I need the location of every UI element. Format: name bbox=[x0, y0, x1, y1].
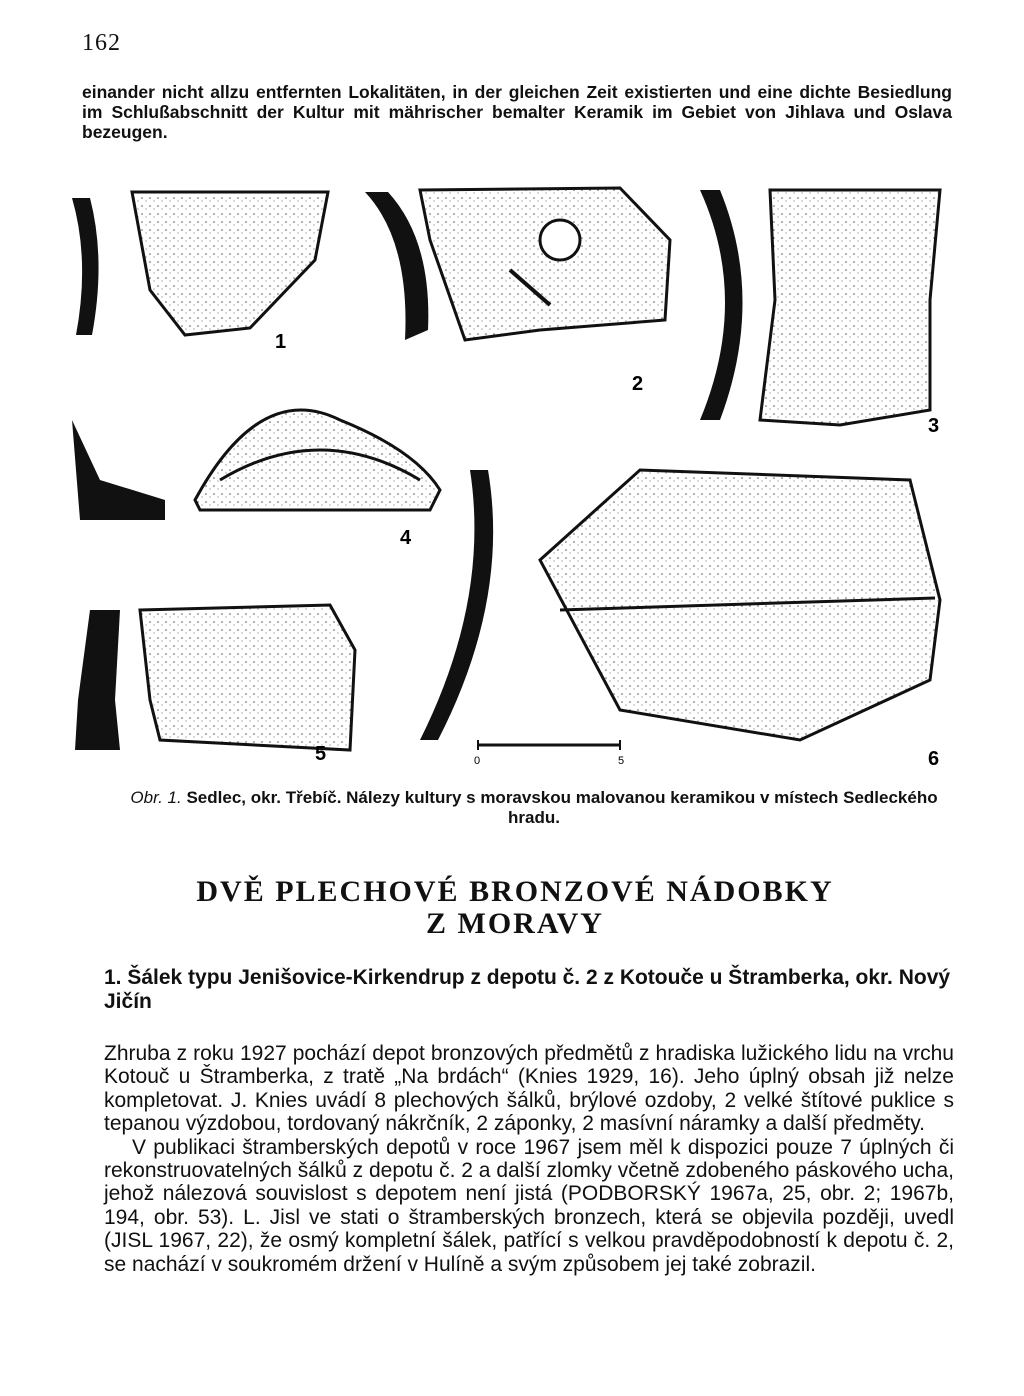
figure-label-3: 3 bbox=[928, 415, 940, 437]
page-number: 162 bbox=[82, 30, 121, 56]
figure-label-4: 4 bbox=[400, 527, 412, 549]
pottery-figure bbox=[60, 180, 960, 780]
sherd-4 bbox=[72, 410, 440, 520]
figure-label-2: 2 bbox=[632, 373, 644, 395]
figure-caption bbox=[110, 788, 958, 828]
scale-bar bbox=[478, 740, 620, 750]
article-title-line-2: Z MORAVY bbox=[426, 907, 604, 940]
article-body bbox=[104, 1042, 954, 1276]
figure-label-1: 1 bbox=[275, 331, 287, 353]
figure-caption-text: Sedlec, okr. Třebíč. Nálezy kultury s moravskou malovanou keramikou v místech Sedleckého hradu. bbox=[186, 788, 938, 827]
section-subheading: 1. Šálek typu Jenišovice-Kirkendrup z depotu č. 2 z Kotouče u Štramberka, okr. Nový Jičín bbox=[104, 966, 951, 1013]
sherd-5 bbox=[75, 605, 355, 750]
figure-label-5: 5 bbox=[315, 743, 327, 765]
figure-caption-prefix: Obr. 1. bbox=[130, 788, 182, 807]
sherd-1 bbox=[72, 192, 328, 335]
body-paragraph-1: Zhruba z roku 1927 pochází depot bronzových předmětů z hradiska lužického lidu na vrchu Kotouč u Štramberka, z tratě „Na brdách“ (Knies 1929, 16). Jeho úplný obsah již nelze kompletovat. J. Knies uvádí 8 plechových šálků, brýlové ozdoby, 2 velké štítové puklice s tepanou výzdobou, tordovaný nákrčník, 2 záponky, 2 masívní náramky a další předměty. bbox=[104, 1042, 954, 1136]
sherd-3 bbox=[700, 190, 940, 425]
body-paragraph-2: V publikaci štramberských depotů v roce 1967 jsem měl k dispozici pouze 7 úplných či rekonstruovatelných šálků z depotu č. 2 a další zlomky včetně zdobeného páskového ucha, jehož nálezová souvislost s depotem není jistá (PODBORSKÝ 1967a, 25, obr. 2; 1967b, 194, obr. 53). L. Jisl ve stati o štramberských bronzech, která se objevila později, uvedl (JISL 1967, 22), že osmý kompletní šálek, patřící s velkou pravděpodobností k depotu č. 2, se nachází v soukromém držení v Hulíně a svým způsobem jej také zobrazil. bbox=[104, 1135, 954, 1276]
figure-label-6: 6 bbox=[928, 748, 940, 770]
scale-bar-end: 5 bbox=[618, 755, 625, 767]
article-title bbox=[100, 876, 930, 940]
sherd-2 bbox=[365, 188, 670, 340]
intro-paragraph: einander nicht allzu entfernten Lokalitäten, in der gleichen Zeit existierten und eine dichte Besiedlung im Schlußabschnitt der Kultur mit mährischer bemalter Keramik im Gebiet von Jihlava und Oslava bezeugen. bbox=[82, 82, 952, 142]
article-title-line-1: DVĚ PLECHOVÉ BRONZOVÉ NÁDOBKY bbox=[196, 875, 834, 908]
scale-bar-start: 0 bbox=[474, 755, 481, 767]
